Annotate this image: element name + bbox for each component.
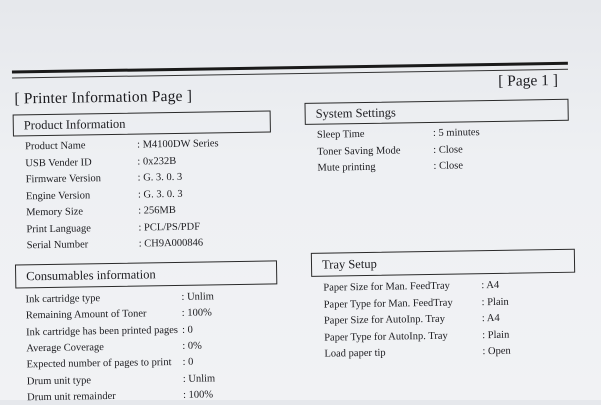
- row-value: : 0x232B: [137, 155, 176, 167]
- row-value: : 100%: [182, 308, 212, 319]
- row-value: : A4: [481, 280, 499, 291]
- row-value: : CH9A000846: [139, 238, 204, 250]
- row-label: Sleep Time: [316, 128, 365, 141]
- tray-setup-heading: Tray Setup: [311, 249, 575, 277]
- row-label: Product Name: [25, 140, 86, 153]
- row-value: : Plain: [482, 329, 509, 340]
- row-label: Remaining Amount of Toner: [25, 308, 147, 322]
- row-label: Engine Version: [25, 189, 91, 202]
- row-label: Print Language: [26, 222, 91, 235]
- row-value: : Plain: [482, 296, 509, 307]
- row-value: : Unlim: [183, 373, 216, 385]
- row-label: USB Vender ID: [25, 156, 92, 169]
- page-number: [ Page 1 ]: [498, 71, 559, 90]
- row-value: : Close: [433, 144, 463, 155]
- consumables-heading: Consumables information: [15, 260, 277, 288]
- row-value: : Close: [433, 160, 463, 171]
- row-label: Memory Size: [26, 206, 84, 219]
- row-label: Expected number of pages to print: [26, 357, 172, 371]
- row-label: Ink cartridge has been printed pages: [25, 324, 179, 338]
- row-label: Average Coverage: [26, 341, 105, 355]
- row-label: Load paper tip: [324, 347, 386, 360]
- top-rule: [12, 62, 568, 74]
- row-value: : A4: [482, 313, 500, 324]
- row-label: Paper Size for Man. FeedTray: [323, 280, 450, 294]
- row-value: : 256MB: [138, 205, 176, 217]
- row-value: : 100%: [183, 389, 213, 400]
- row-value: : 0: [182, 324, 193, 335]
- row-value: : 0%: [182, 340, 202, 351]
- product-information-heading: Product Information: [13, 110, 271, 136]
- row-value: : PCL/PS/PDF: [138, 221, 200, 233]
- row-label: Drum unit type: [26, 374, 92, 387]
- row-label: Mute printing: [317, 161, 376, 174]
- row-label: Serial Number: [26, 239, 89, 252]
- row-label: Paper Type for AutoInp. Tray: [324, 330, 448, 344]
- row-label: Toner Saving Mode: [317, 144, 401, 158]
- page-title: [ Printer Information Page ]: [14, 87, 193, 108]
- system-settings-heading: System Settings: [304, 99, 568, 125]
- row-label: Paper Type for Man. FeedTray: [323, 297, 453, 311]
- row-value: : M4100DW Series: [137, 138, 219, 150]
- row-label: Ink cartridge type: [25, 293, 101, 306]
- row-value: : 5 minutes: [433, 127, 480, 139]
- row-label: Paper Size for AutoInp. Tray: [323, 313, 446, 327]
- row-value: : 0: [182, 357, 193, 368]
- row-label: Drum unit remainder: [26, 390, 116, 404]
- row-label: Firmware Version: [25, 173, 102, 186]
- row-value: : G. 3. 0. 3: [138, 188, 183, 200]
- row-value: : Open: [482, 346, 510, 357]
- row-value: : G. 3. 0. 3: [138, 172, 183, 184]
- row-value: : Unlim: [181, 291, 214, 303]
